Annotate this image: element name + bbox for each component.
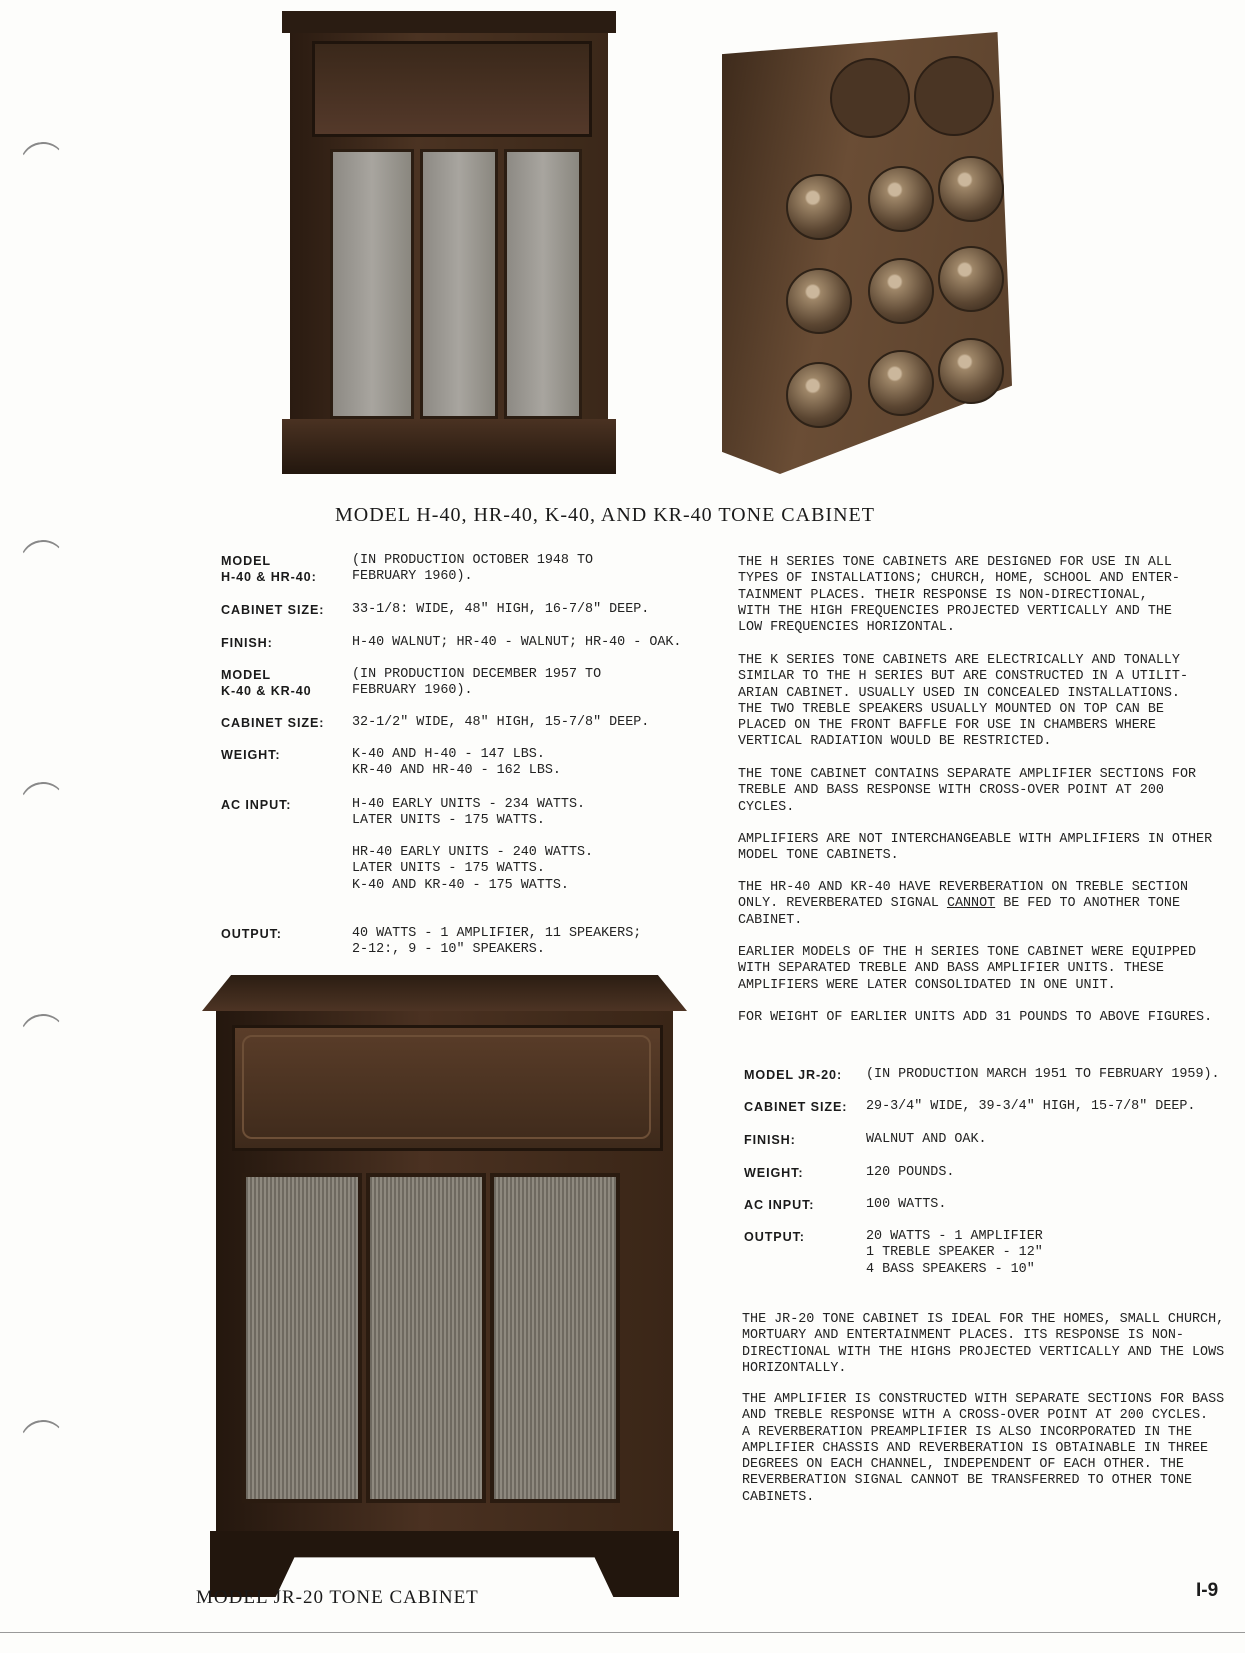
spec-value: (IN PRODUCTION OCTOBER 1948 TO FEBRUARY 1960).: [352, 553, 594, 585]
spec-label: CABINET SIZE:: [744, 1100, 848, 1114]
spec-value: 20 WATTS - 1 AMPLIFIER 1 TREBLE SPEAKER - 12" 4 BASS SPEAKERS - 10": [866, 1229, 1043, 1277]
spec-value: H-40 EARLY UNITS - 234 WATTS. LATER UNITS - 175 WATTS.: [352, 797, 586, 829]
spec-label: FINISH:: [744, 1133, 796, 1147]
spec-label: AC INPUT:: [744, 1198, 815, 1212]
spec-value: (IN PRODUCTION DECEMBER 1957 TO FEBRUARY 1960).: [352, 667, 602, 699]
spec-value: HR-40 EARLY UNITS - 240 WATTS. LATER UNITS - 175 WATTS. K-40 AND KR-40 - 175 WATTS.: [352, 845, 594, 893]
spec-label: MODEL JR-20:: [744, 1068, 843, 1082]
paragraph: THE K SERIES TONE CABINETS ARE ELECTRICALLY AND TONALLY SIMILAR TO THE H SERIES BUT ARE CONSTRUCTED IN A UTILIT- ARIAN CABINET. USUALLY USED IN CONCEALED INSTALLATIONS. THE TWO TREBLE SPEAKERS USUALLY MOUNTED ON TOP CAN BE PLACED ON THE FRONT BAFFLE FOR USE IN CHAMBERS WHERE VERTICAL RADIATION WOULD BE RESTRICTED.: [738, 653, 1188, 750]
spec-label: MODEL K-40 & KR-40: [221, 668, 312, 699]
spec-value: 120 POUNDS.: [866, 1165, 955, 1180]
paragraph: AMPLIFIERS ARE NOT INTERCHANGEABLE WITH AMPLIFIERS IN OTHER MODEL TONE CABINETS.: [738, 832, 1213, 864]
spec-value: K-40 AND H-40 - 147 LBS. KR-40 AND HR-40 - 162 LBS.: [352, 747, 561, 779]
spec-label: WEIGHT:: [221, 748, 281, 762]
paragraph: THE AMPLIFIER IS CONSTRUCTED WITH SEPARATE SECTIONS FOR BASS AND TREBLE RESPONSE WITH A CROSS-OVER POINT AT 200 CYCLES. A REVERBERATION PREAMPLIFIER IS ALSO INCORPORATED IN THE AMPLIFIER CHASSIS AND REVERBERATION IS OBTAINABLE IN THREE DEGREES ON EACH CHANNEL, INDEPENDENT OF EACH OTHER. THE REVERBERATION SIGNAL CANNOT BE TRANSFERRED TO OTHER TONE CABINETS.: [742, 1392, 1225, 1505]
spec-value: 100 WATTS.: [866, 1197, 947, 1212]
spec-value: 32-1/2" WIDE, 48" HIGH, 15-7/8" DEEP.: [352, 715, 650, 730]
spec-value: 40 WATTS - 1 AMPLIFIER, 11 SPEAKERS; 2-12:, 9 - 10" SPEAKERS.: [352, 926, 642, 958]
spec-label: CABINET SIZE:: [221, 716, 325, 730]
jr20-caption: MODEL JR-20 TONE CABINET: [196, 1587, 479, 1608]
binder-hole-mark: [17, 779, 69, 831]
spec-value: H-40 WALNUT; HR-40 - WALNUT; HR-40 - OAK.: [352, 635, 682, 650]
paragraph-text: BE FED TO ANOTHER TONE CABINET.: [738, 896, 1180, 928]
paragraph-text: THE HR-40 AND KR-40 HAVE REVERBERATION ON TREBLE SECTION ONLY. REVERBERATED SIGNAL: [738, 880, 1188, 912]
binder-hole-mark: [17, 1011, 69, 1063]
spec-value: (IN PRODUCTION MARCH 1951 TO FEBRUARY 1959).: [866, 1067, 1220, 1082]
binder-hole-mark: [17, 537, 69, 589]
h40-cabinet-photo: [282, 11, 616, 474]
binder-hole-mark: [17, 139, 69, 191]
underlined-word: CANNOT: [946, 896, 996, 912]
spec-label: MODEL H-40 & HR-40:: [221, 554, 317, 585]
spec-label: OUTPUT:: [744, 1230, 805, 1244]
spec-label: OUTPUT:: [221, 927, 282, 941]
spec-value: 33-1/8: WIDE, 48" HIGH, 16-7/8" DEEP.: [352, 602, 650, 617]
h40-title: MODEL H-40, HR-40, K-40, AND KR-40 TONE CABINET: [335, 504, 875, 526]
paragraph: EARLIER MODELS OF THE H SERIES TONE CABINET WERE EQUIPPED WITH SEPARATED TREBLE AND BASS AMPLIFIER UNITS. THESE AMPLIFIERS WERE LATER CONSOLIDATED IN ONE UNIT.: [738, 945, 1197, 993]
spec-value: 29-3/4" WIDE, 39-3/4" HIGH, 15-7/8" DEEP.: [866, 1099, 1196, 1114]
spec-value: WALNUT AND OAK.: [866, 1132, 987, 1147]
paragraph: THE H SERIES TONE CABINETS ARE DESIGNED FOR USE IN ALL TYPES OF INSTALLATIONS; CHURCH, HOME, SCHOOL AND ENTER- TAINMENT PLACES. THEIR RESPONSE IS NON-DIRECTIONAL, WITH THE HIGH FREQUENCIES PROJECTED VERTICALLY AND THE LOW FREQUENCIES HORIZONTAL.: [738, 555, 1180, 636]
jr20-cabinet-photo: [202, 975, 687, 1597]
spec-label: AC INPUT:: [221, 798, 292, 812]
paragraph: FOR WEIGHT OF EARLIER UNITS ADD 31 POUNDS TO ABOVE FIGURES.: [738, 1010, 1213, 1025]
k40-cabinet-photo: [722, 32, 1012, 474]
paragraph: THE JR-20 TONE CABINET IS IDEAL FOR THE HOMES, SMALL CHURCH, MORTUARY AND ENTERTAINMENT PLACES. ITS RESPONSE IS NON- DIRECTIONAL WITH THE HIGHS PROJECTED VERTICALLY AND THE LOWS HORIZONTALLY.: [742, 1312, 1225, 1376]
spec-label: WEIGHT:: [744, 1166, 804, 1180]
binder-hole-mark: [17, 1417, 69, 1469]
spec-label: CABINET SIZE:: [221, 603, 325, 617]
paragraph: [738, 880, 1188, 929]
paragraph: THE TONE CABINET CONTAINS SEPARATE AMPLIFIER SECTIONS FOR TREBLE AND BASS RESPONSE WITH CROSS-OVER POINT AT 200 CYCLES.: [738, 767, 1197, 815]
page-number: I-9: [1196, 1580, 1219, 1601]
spec-label: FINISH:: [221, 636, 273, 650]
bottom-rule: [0, 1632, 1245, 1633]
